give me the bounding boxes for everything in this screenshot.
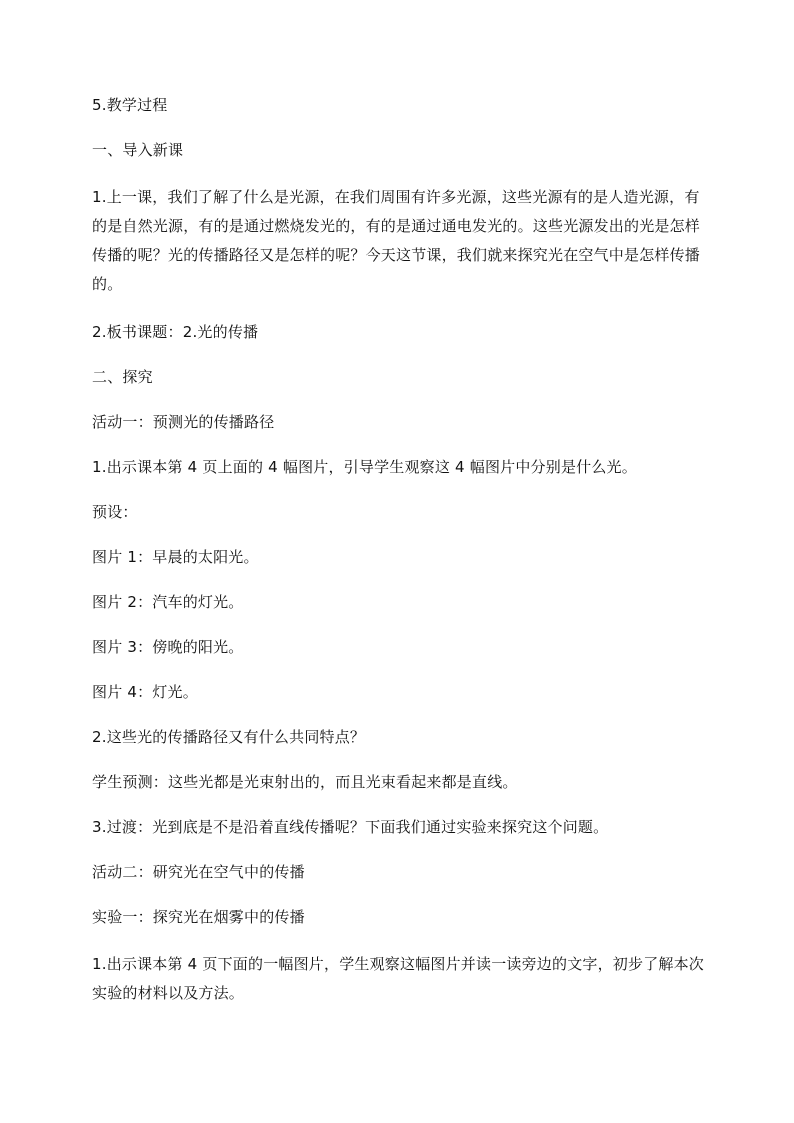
paragraph-board-title: 2.板书课题：2.光的传播 (92, 323, 259, 341)
subsection-heading-intro: 一、导入新课 (92, 141, 184, 159)
paragraph-activity-one-step-1: 1.出示课本第 4 页上面的 4 幅图片，引导学生观察这 4 幅图片中分别是什么光。 (92, 458, 637, 476)
paragraph-activity-one-step-2: 2.这些光的传播路径又有什么共同特点？ (92, 728, 366, 746)
section-heading-teaching-process: 5.教学过程 (92, 96, 168, 114)
list-item-picture-1: 图片 1：早晨的太阳光。 (92, 548, 259, 566)
document-body (92, 93, 710, 1029)
activity-one-heading: 活动一：预测光的传播路径 (92, 413, 275, 431)
list-item-picture-4: 图片 4：灯光。 (92, 683, 198, 701)
list-item-picture-3: 图片 3：傍晚的阳光。 (92, 638, 244, 656)
paragraph-intro-1: 1.上一课，我们了解了什么是光源，在我们周围有许多光源，这些光源有的是人造光源，有的是自然光源，有的是通过燃烧发光的，有的是通过通电发光的。这些光源发出的光是怎样传播的呢？光的传播路径又是怎样的呢？今天这节课，我们就来探究光在空气中是怎样传播的。 (92, 188, 701, 293)
experiment-one-heading: 实验一：探究光在烟雾中的传播 (92, 908, 305, 926)
list-item-picture-2: 图片 2：汽车的灯光。 (92, 593, 244, 611)
paragraph-transition: 3.过渡：光到底是不是沿着直线传播呢？下面我们通过实验来探究这个问题。 (92, 818, 609, 836)
label-preset: 预设： (92, 503, 138, 521)
paragraph-student-prediction: 学生预测：这些光都是光束射出的，而且光束看起来都是直线。 (92, 773, 518, 791)
paragraph-experiment-one-step-1: 1.出示课本第 4 页下面的一幅图片，学生观察这幅图片并读一读旁边的文字，初步了解本次实验的材料以及方法。 (92, 955, 704, 1002)
activity-two-heading: 活动二：研究光在空气中的传播 (92, 863, 305, 881)
subsection-heading-explore: 二、探究 (92, 368, 153, 386)
